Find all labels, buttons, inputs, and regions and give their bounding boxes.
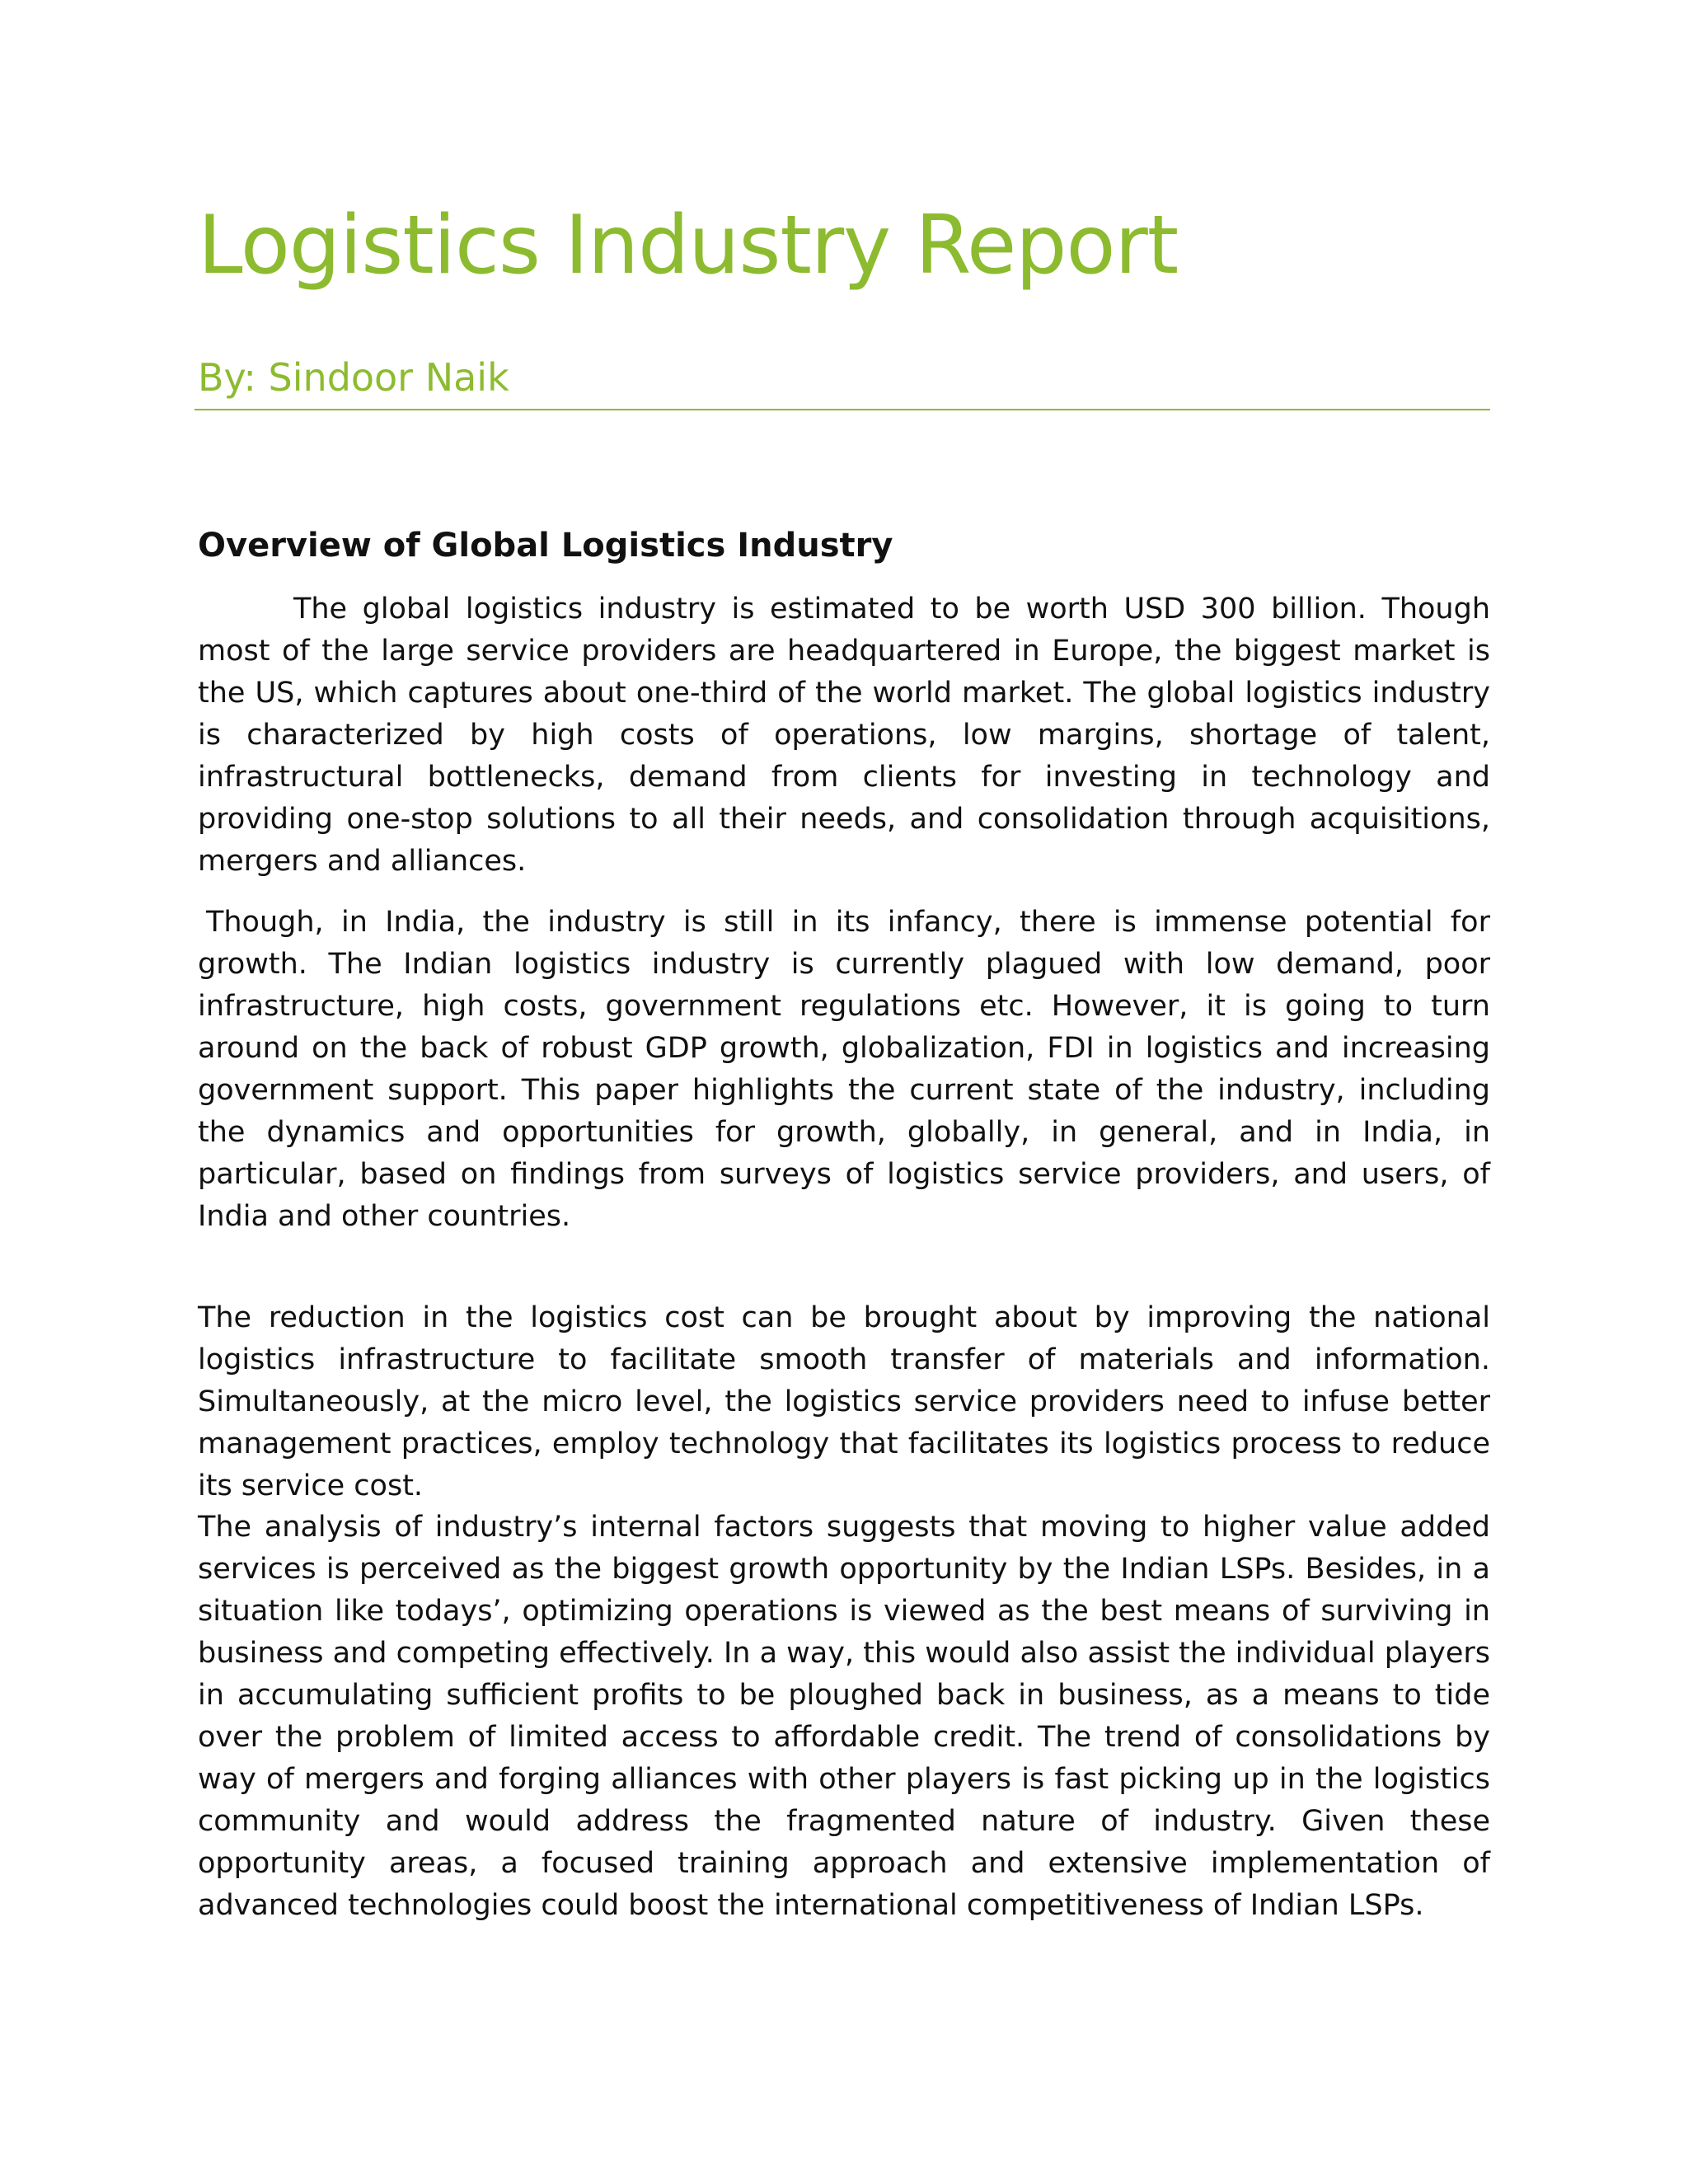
paragraph-1: The global logistics industry is estimated to be worth USD 300 billion. Though most of the large service providers are headquartered in Europe, the biggest market is the US, which captures about one-third of the world market. The global logistics industry is characterized by high costs of operations, low margins, shortage of talent, infrastructural bottlenecks, demand from clients for investing in technology and providing one-stop solutions to all their needs, and consolidation through acquisitions, mergers and alliances. xyxy=(198,593,1490,878)
document-title: Logistics Industry Report xyxy=(198,199,1179,293)
section-heading: Overview of Global Logistics Industry xyxy=(198,527,893,565)
author-line: By: Sindoor Naik xyxy=(198,355,509,400)
title-divider xyxy=(195,409,1490,410)
paragraph-4: The analysis of industry’s internal factors suggests that moving to higher value added services is perceived as the biggest growth opportunity by the Indian LSPs. Besides, in a situation like todays’, optimizing operations is viewed as the best means of surviving in business and competing effectively. In a way, this would also assist the individual players in accumulating sufficient profits to be ploughed back in business, as a means to tide over the problem of limited access to affordable credit. The trend of consolidations by way of mergers and forging alliances with other players is fast picking up in the logistics community and would address the fragmented nature of industry. Given these opportunity areas, a focused training approach and extensive implementation of advanced technologies could boost the international competitiveness of Indian LSPs. xyxy=(198,1511,1490,1922)
paragraph-3: The reduction in the logistics cost can be brought about by improving the national logistics infrastructure to facilitate smooth transfer of materials and information. Simultaneously, at the micro level, the logistics service providers need to infuse better management practices, employ technology that facilitates its logistics process to reduce its service cost. xyxy=(198,1301,1490,1502)
paragraph-2: Though, in India, the industry is still in its infancy, there is immense potential for growth. The Indian logistics industry is currently plagued with low demand, poor infrastructure, high costs, government regulations etc. However, it is going to turn around on the back of robust GDP growth, globalization, FDI in logistics and increasing government support. This paper highlights the current state of the industry, including the dynamics and opportunities for growth, globally, in general, and in India, in particular, based on findings from surveys of logistics service providers, and users, of India and other countries. xyxy=(198,906,1490,1233)
